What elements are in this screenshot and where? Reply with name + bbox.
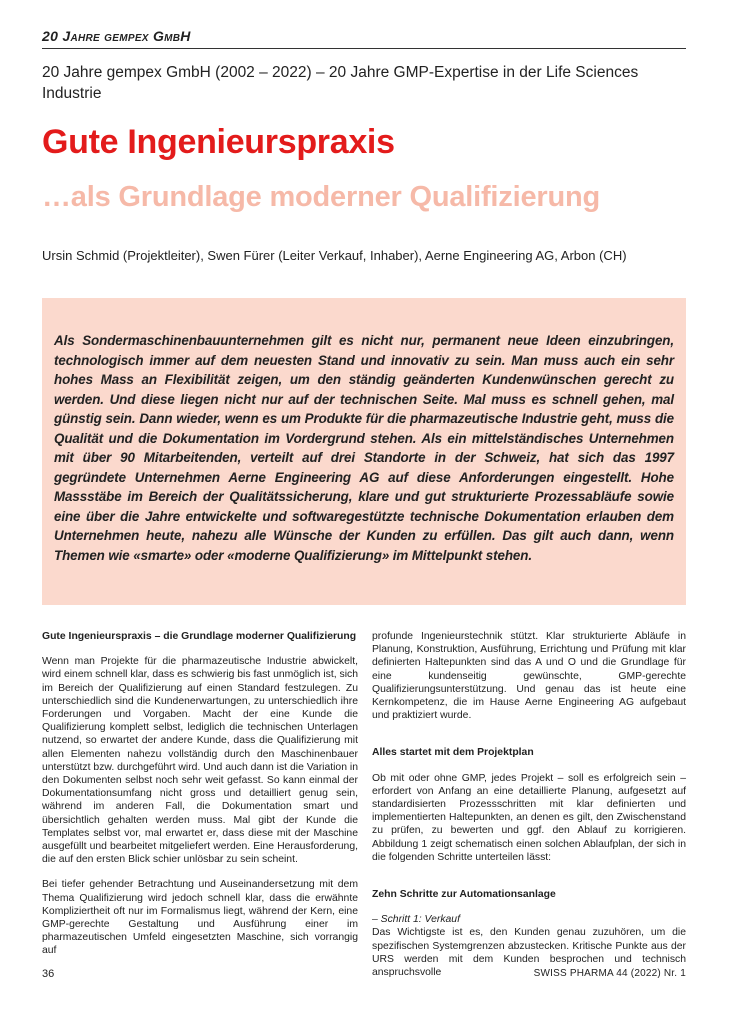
running-header	[42, 28, 686, 49]
step-label: – Schritt 1: Verkauf	[372, 914, 460, 926]
left-column	[42, 630, 358, 970]
spacer	[372, 876, 686, 888]
article-kicker: 20 Jahre gempex GmbH (2002 – 2022) – 20 Jahre GMP-Expertise in der Life Sciences Industrie	[42, 64, 639, 102]
body-paragraph: Bei tiefer gehender Betrachtung und Auseinandersetzung mit dem Thema Qualifizierung wird jedoch schnell klar, dass die erwähnte Kompliziertheit oft nur im Formalismus liegt, während der Kern, eine GMP-gerechte Gestaltung und Ausführung einer im pharmazeutischen Umfeld eingesetzten Maschine, sich vorrangig auf	[42, 879, 358, 957]
article-authors: Ursin Schmid (Projektleiter), Swen Fürer (Leiter Verkauf, Inhaber), Aerne Engineering AG, Arbon (CH)	[42, 248, 627, 263]
body-paragraph: Das Wichtigste ist es, den Kunden genau zuzuhören, um die spezifischen Systemgrenzen abzustecken. Kritische Punkte aus der URS werden mit dem Kunden besprochen und technisch anspruchsvolle	[372, 927, 686, 979]
lead-box	[42, 298, 686, 605]
body-paragraph: Wenn man Projekte für die pharmazeutische Industrie abwickelt, wird einem schnell klar, dass es schwierig bis fast unmöglich ist, sich im Bereich der Qualifizierung auf einen Standard festzulegen. Zu unterschiedlich sind die Kundenerwartungen, zu unterschiedlich ihre Forderungen und Vorgaben. Macht der eine Kunde die Qualifizierung komplett selbst, lediglich die technischen Unterlagen nutzend, so erwartet der andere Kunde, dass die Qualifizierung mit allen Elementen nahezu vollständig durch den Maschinenbauer unterstützt bzw. durchgeführt wird. Und auch dann ist die Variation in den Dokumenten selbst noch sehr weit gefasst. So kann einmal der Dokumentationsumfang nicht gross und detailliert genug sein, während im anderen Fall, die Dokumentation smart und übersichtlich gehalten werden muss. Mal gibt der Kunde die Templates selbst vor, mal erwartet er, dass diese mit der Maschine ausgefüllt und bearbeitet mitgeliefert werden. Eine Herausforderung, die auf den ersten Blick schier unlösbar zu sein scheint.	[42, 656, 358, 866]
section-heading: Gute Ingenieurspraxis – die Grundlage moderner Qualifizierung	[42, 631, 357, 642]
section-heading: Alles startet mit dem Projektplan	[372, 747, 534, 759]
page-number: 36	[42, 968, 55, 980]
lead-paragraph: Als Sondermaschinenbauunternehmen gilt es nicht nur, permanent neue Ideen einzubringen, technologisch immer auf dem neuesten Stand und innovativ zu sein. Man muss auch ein sehr hohes Mass an Flexibilität zeigen, um den ständig geänderten Kundenwünschen gerecht zu werden. Und diese liegen nicht nur auf der technischen Seite. Mal muss es schnell gehen, mal günstig sein. Dann wieder, wenn es um Produkte für die pharmazeutische Industrie geht, muss die Qualität und die Dokumentation im Vordergrund stehen. Als ein mittelständisches Unternehmen mit über 90 Mitarbeitenden, verteilt auf drei Standorte in der Schweiz, hat sich das 1997 gegründete Unternehmen Aerne Engineering AG auf diese Anforderungen eingestellt. Hohe Massstäbe im Bereich der Qualitätssicherung, klare und gut strukturierte Prozessabläufe sowie eine über die Jahre entwickelte und softwaregestützte technische Dokumentation erlauben dem Unternehmen heute, nahezu alle Wünsche der Kunden zu erfüllen. Das gilt auch dann, wenn Themen wie «smarte» oder «moderne Qualifizierung» im Mittelpunkt stehen.	[54, 333, 674, 563]
section-heading: Zehn Schritte zur Automationsanlage	[372, 889, 556, 901]
spacer	[372, 734, 686, 746]
journal-citation: SWISS PHARMA 44 (2022) Nr. 1	[533, 968, 686, 979]
right-column	[372, 630, 686, 991]
running-header-title: 20 Jahre gempex GmbH	[42, 28, 191, 44]
body-paragraph: Ob mit oder ohne GMP, jedes Projekt – soll es erfolgreich sein – erfordert von Anfang an eine detaillierte Planung, aufgesetzt auf standardisierten Prozessschritten mit klar definierten und implementierten Haltepunkten, an denen es gilt, den Zwischenstand zu prüfen, zu bewerten und ggf. den Ablauf zu korrigieren. Abbildung 1 zeigt schematisch einen solchen Ablaufplan, der sich in die folgenden Schritte unterteilen lässt:	[372, 772, 686, 863]
article-title: Gute Ingenieurspraxis	[42, 123, 395, 161]
body-paragraph: profunde Ingenieurstechnik stützt. Klar strukturierte Abläufe in Planung, Konstruktion, Ausführung, Errichtung und Prüfung mit klar definierten Haltepunkten sind das A und O und die Grundlage für eine kundenseitig gewünschte, GMP-gerechte Qualifizierungsunterstützung. Und genau das ist heute eine Kernkompetenz, die im Hause Aerne Engineering AG aufgebaut und praktiziert wurde.	[372, 631, 686, 722]
article-subtitle: …als Grundlage moderner Qualifizierung	[42, 181, 600, 213]
